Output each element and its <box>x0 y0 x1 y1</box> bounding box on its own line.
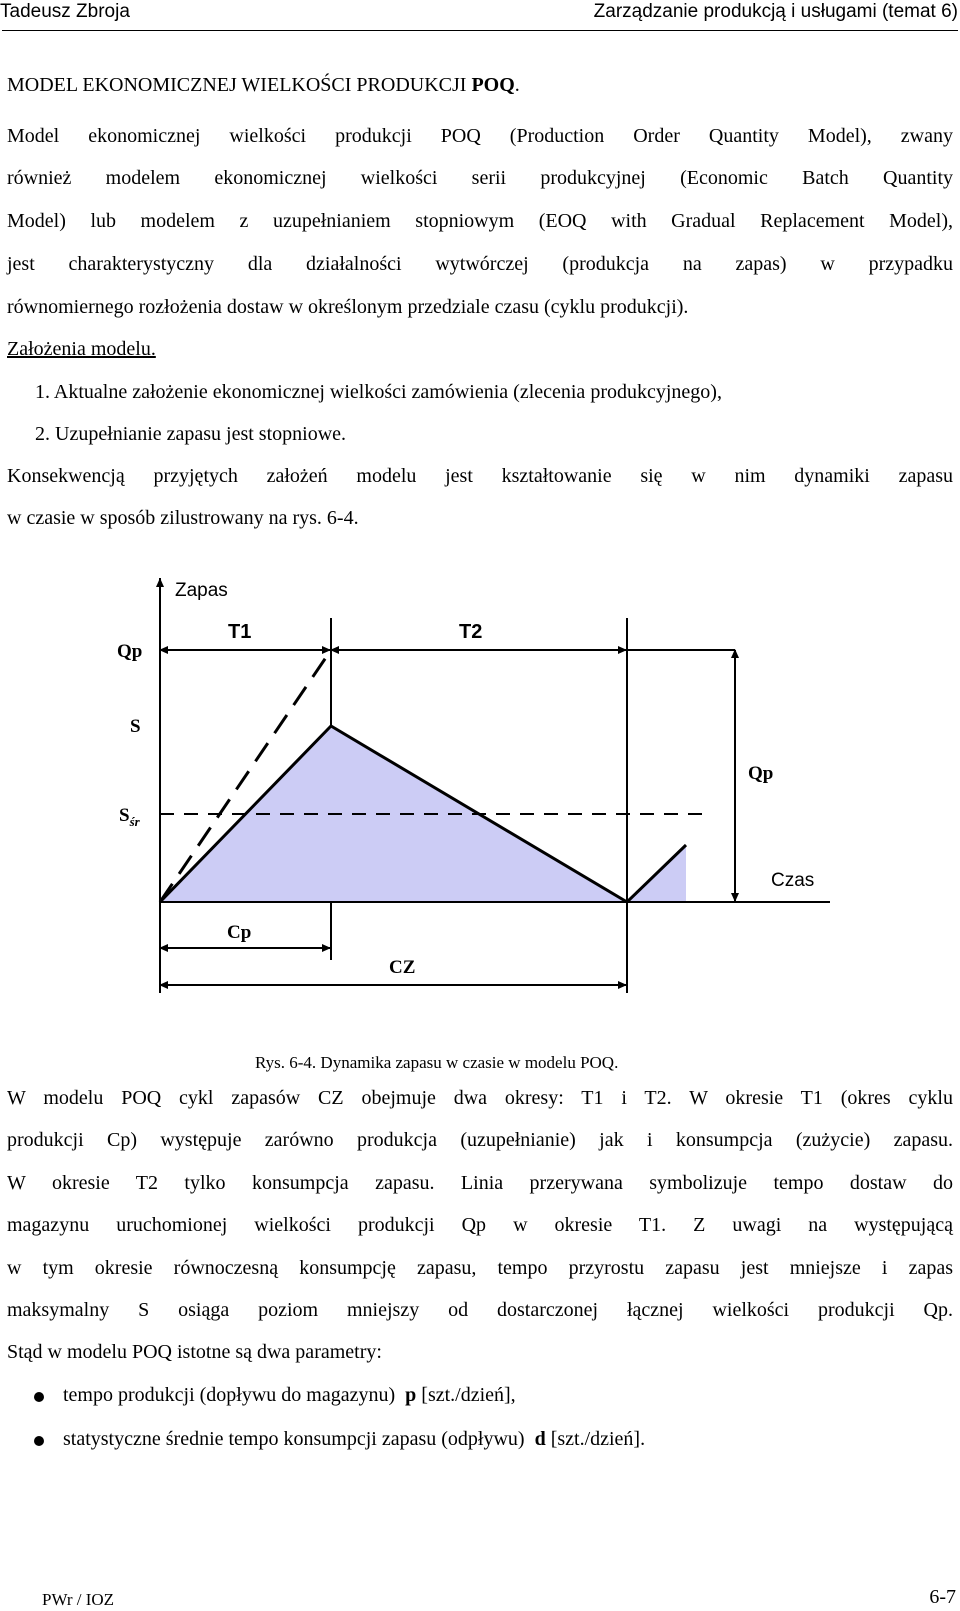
section-title-suffix: . <box>514 74 520 96</box>
list-item <box>63 1428 645 1451</box>
consequence-line: Konsekwencją przyjętych założeń modelu jest kształtowanie się w nim dynamiki zapasu <box>7 465 953 487</box>
bullet-unit: [szt./dzień], <box>421 1384 516 1406</box>
y-axis-label: Zapas <box>175 580 228 601</box>
label-s-avg <box>119 805 141 829</box>
intro-line: również modelem ekonomicznej wielkości serii produkcyjnej (Economic Batch Quantity <box>7 167 953 189</box>
bullet-symbol: d <box>534 1428 546 1450</box>
bullet-text: tempo produkcji (dopływu do magazynu) <box>63 1384 396 1406</box>
figure-inventory-dynamics <box>0 570 960 1040</box>
bullet-icon <box>34 1392 44 1402</box>
label-s: S <box>130 716 141 737</box>
intro-line: Model) lub modelem z uzupełnianiem stopniowym (EOQ with Gradual Replacement Model), <box>7 210 953 232</box>
intro-line: jest charakterystyczny dla działalności wytwórczej (produkcja na zapas) w przypadku <box>7 253 953 275</box>
assumption-item: 2. Uzupełnianie zapasu jest stopniowe. <box>35 423 347 445</box>
list-item <box>63 1384 516 1407</box>
header-rule <box>2 30 958 31</box>
label-qp-left: Qp <box>117 641 143 662</box>
body-line: w tym okresie równoczesną konsumpcję zapasu, tempo przyrostu zapasu jest mniejsze i zapas <box>7 1257 953 1279</box>
body-line: maksymalny S osiąga poziom mniejszy od dostarczonej łącznej wielkości produkcji Qp. <box>7 1299 953 1321</box>
section-title-prefix: MODEL EKONOMICZNEJ WIELKOŚCI PRODUKCJI <box>7 74 472 96</box>
page-header <box>0 0 960 34</box>
label-cp: Cp <box>227 922 252 943</box>
label-qp-right: Qp <box>748 763 774 784</box>
header-author: Tadeusz Zbroja <box>0 1 130 22</box>
intro-line: Model ekonomicznej wielkości produkcji POQ (Production Order Quantity Model), zwany <box>7 125 953 147</box>
assumptions-heading: Założenia modelu. <box>7 338 156 360</box>
body-line: produkcji Cp) występuje zarówno produkcja (uzupełnianie) jak i konsumpcja (zużycie) zapasu. <box>7 1129 953 1151</box>
bullet-icon <box>34 1436 44 1446</box>
label-t1: T1 <box>228 621 252 643</box>
footer-left: PWr / IOZ <box>42 1590 115 1609</box>
label-t2: T2 <box>459 621 483 643</box>
section-title <box>7 74 520 97</box>
x-axis-label: Czas <box>771 870 815 891</box>
bullet-text: statystyczne średnie tempo konsumpcji zapasu (odpływu) <box>63 1428 525 1450</box>
page-number: 6-7 <box>929 1586 956 1608</box>
body-line: Stąd w modelu POQ istotne są dwa parametry: <box>7 1341 382 1363</box>
body-line: W okresie T2 tylko konsumpcja zapasu. Linia przerywana symbolizuje tempo dostaw do <box>7 1172 953 1194</box>
body-line: magazynu uruchomionej wielkości produkcji Qp w okresie T1. Z uwagi na występującą <box>7 1214 953 1236</box>
figure-svg <box>0 570 960 1040</box>
header-course: Zarządzanie produkcją i usługami (temat 6) <box>593 1 958 22</box>
label-cz: CZ <box>389 957 416 978</box>
bullet-symbol: p <box>405 1384 417 1406</box>
bullet-unit: [szt./dzień]. <box>550 1428 646 1450</box>
label-s-avg-main: S <box>119 805 130 826</box>
intro-line: równomiernego rozłożenia dostaw w określonym przedziale czasu (cyklu produkcji). <box>7 296 689 318</box>
label-s-avg-sub: śr <box>129 814 140 829</box>
section-title-bold: POQ <box>471 74 515 96</box>
figure-caption: Rys. 6-4. Dynamika zapasu w czasie w modelu POQ. <box>255 1053 619 1072</box>
body-line: W modelu POQ cykl zapasów CZ obejmuje dwa okresy: T1 i T2. W okresie T1 (okres cyklu <box>7 1087 953 1109</box>
consequence-line: w czasie w sposób zilustrowany na rys. 6-4. <box>7 507 359 529</box>
assumption-item: 1. Aktualne założenie ekonomicznej wielkości zamówienia (zlecenia produkcyjnego), <box>35 381 722 403</box>
